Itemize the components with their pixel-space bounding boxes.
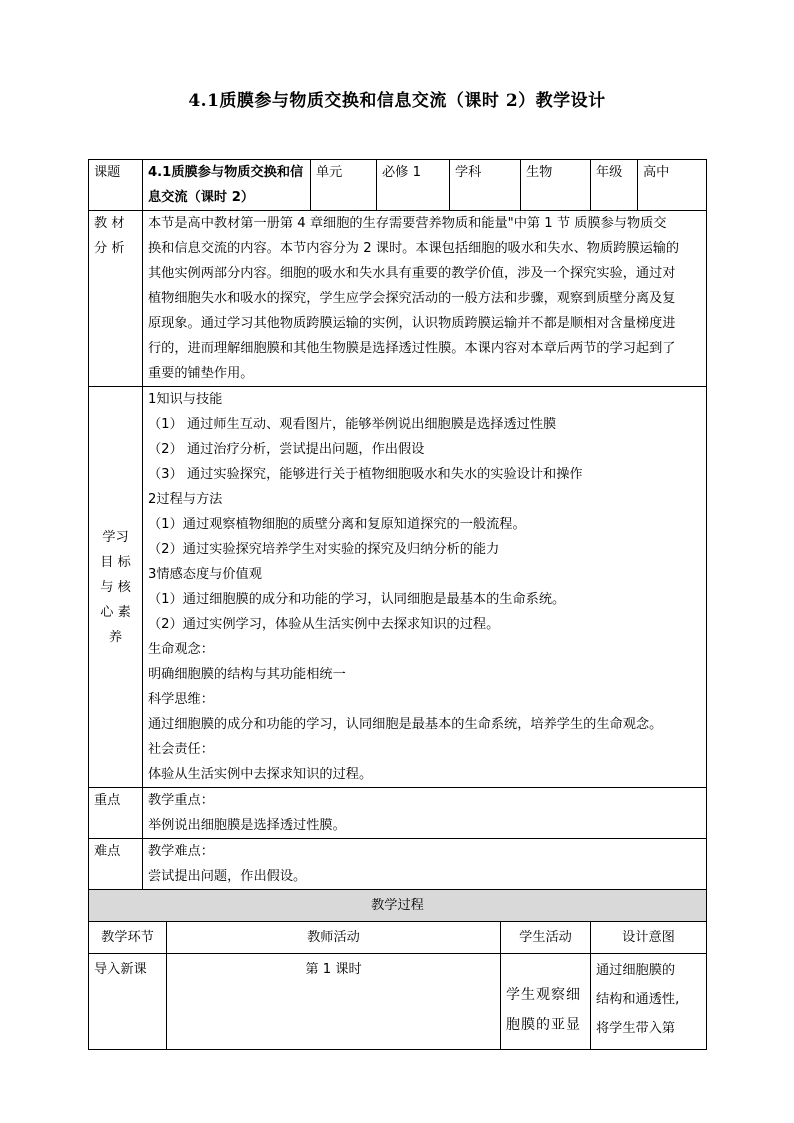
unit-label: 单元 (311, 160, 377, 211)
key-points-label: 重点 (89, 788, 143, 839)
key-points-content: 教学重点： 举例说出细胞膜是选择透过性膜。 (143, 788, 707, 839)
teacher-cell: 第 1 课时 (167, 954, 501, 1050)
grade-label: 年级 (591, 160, 638, 211)
header-row (89, 160, 707, 211)
analysis-content: 本节是高中教材第一册第 4 章细胞的生存需要营养物质和能量"中第 1 节 质膜参与物质交 换和信息交流的内容。本节内容分为 2 课时。本课包括细胞的吸水和失水、物质跨膜运输的 其他实例两部分内容。细胞的吸水和失水具有重要的教学价值，涉及一个探究实验，通过对 植物细胞失水和吸水的探究，学生应学会探究活动的一般方法和步骤，观察到质壁分离及复 原现象。通过学习其他物质跨膜运输的实例，认识物质跨膜运输并不都是顺相对含量梯度进 行的，进而理解细胞膜和其他生物膜是选择透过性膜。本课内容对本章后两节的学习起到了 重要的铺垫作用。 (143, 211, 707, 387)
objectives-content: 1知识与技能 （1） 通过师生互动、观看图片，能够举例说出细胞膜是选择透过性膜 （2） 通过治疗分析，尝试提出问题，作出假设 （3） 通过实验探究，能够进行关于植物细胞吸水和失水的实验设计和操作 2过程与方法 （1）通过观察植物细胞的质壁分离和复原知道探究的一般流程。 （2）通过实验探究培养学生对实验的探究及归纳分析的能力 3情感态度与价值观 （1）通过细胞膜的成分和功能的学习，认同细胞是最基本的生命系统。 （2）通过实例学习，体验从生活实例中去探求知识的过程。 生命观念： 明确细胞膜的结构与其功能相统一 科学思维： 通过细胞膜的成分和功能的学习，认同细胞是最基本的生命系统，培养学生的生命观念。 社会责任： 体验从生活实例中去探求知识的过程。 (143, 387, 707, 788)
lesson-plan-table (88, 159, 707, 1050)
process-header: 教学过程 (89, 890, 707, 922)
column-stage: 教学环节 (89, 922, 167, 954)
page-title: 4.1质膜参与物质交换和信息交流（课时 2）教学设计 (188, 91, 606, 111)
analysis-row (89, 211, 707, 387)
process-header-row (89, 890, 707, 922)
key-points-row (89, 788, 707, 839)
unit-value: 必修 1 (377, 160, 450, 211)
topic-label: 课题 (89, 160, 143, 211)
process-row (89, 954, 707, 1050)
column-intent: 设计意图 (591, 922, 707, 954)
objectives-row (89, 387, 707, 788)
objectives-label: 学习 目 标 与 核 心 素 养 (89, 387, 143, 788)
analysis-label: 教 材 分 析 (89, 211, 143, 387)
stage-cell: 导入新课 (89, 954, 167, 1050)
difficulties-row (89, 839, 707, 890)
process-columns-row (89, 922, 707, 954)
subject-value: 生物 (521, 160, 591, 211)
subject-label: 学科 (450, 160, 521, 211)
student-cell: 学生观察细 胞膜的亚显 (501, 954, 591, 1050)
grade-value: 高中 (638, 160, 707, 211)
intent-cell: 通过细胞膜的 结构和通透性, 将学生带入第 (591, 954, 707, 1050)
topic-value: 4.1质膜参与物质交换和信 息交流（课时 2） (143, 160, 311, 211)
column-teacher: 教师活动 (167, 922, 501, 954)
column-student: 学生活动 (501, 922, 591, 954)
difficulties-label: 难点 (89, 839, 143, 890)
difficulties-content: 教学难点： 尝试提出问题，作出假设。 (143, 839, 707, 890)
